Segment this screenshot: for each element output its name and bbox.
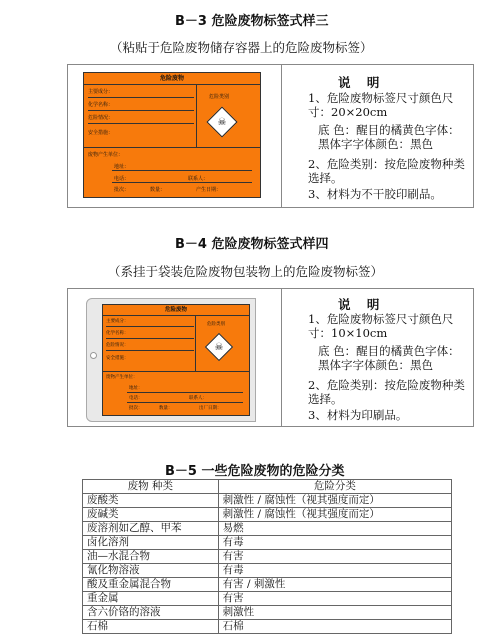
table-header-row xyxy=(83,480,452,494)
hazard-class-cell: 有害 xyxy=(218,550,451,564)
hazard-class-cell: 刺激性 xyxy=(218,606,451,620)
label-3-field: 废物产生单位： xyxy=(88,152,124,158)
label-4-lower-field: 地址： xyxy=(129,386,143,391)
table-row xyxy=(83,620,452,634)
label-4-header: 危险废物 xyxy=(103,305,249,316)
waste-type-cell: 含六价铬的溶液 xyxy=(83,606,219,620)
hazard-class-cell: 有害 / 刺激性 xyxy=(218,578,451,592)
hazard-class-cell: 有害 xyxy=(218,592,451,606)
notes-3-title: 说 明 xyxy=(338,75,386,90)
section-b4-title: B－4 危险废物标签式样四 xyxy=(175,237,329,252)
table-row xyxy=(83,508,452,522)
section-b3-title: B－3 危险废物标签式样三 xyxy=(175,14,329,29)
label-sample-3-panel xyxy=(67,64,474,208)
hazard-class-cell: 刺激性 / 腐蚀性（视其强度而定） xyxy=(218,508,451,522)
label-4-lower-field: 批次： xyxy=(129,406,143,411)
waste-type-cell: 氰化物溶液 xyxy=(83,564,219,578)
waste-type-cell: 废酸类 xyxy=(83,494,219,508)
label-3-field: 主要成分： xyxy=(88,89,114,95)
hazard-class-cell: 易燃 xyxy=(218,522,451,536)
label-3-lower-field: 批次： xyxy=(114,187,130,193)
tag-hole xyxy=(90,352,97,359)
label-4-field: 化学名称： xyxy=(106,331,129,336)
label-4-lower-field: 数量： xyxy=(159,406,173,411)
waste-type-cell: 酸及重金属混合物 xyxy=(83,578,219,592)
toxic-hazard-icon: ☠ xyxy=(205,333,233,361)
table-row xyxy=(83,522,452,536)
label-3-field: 危险情况： xyxy=(88,115,114,121)
label-sample-4-panel xyxy=(67,288,474,427)
label-4-field: 安全措施： xyxy=(106,356,129,361)
label-3-lower-field: 数量： xyxy=(150,187,166,193)
table-row xyxy=(83,606,452,620)
label-4-field: 主要成分： xyxy=(106,319,129,324)
label-4-lower-field: 出厂日期： xyxy=(199,406,222,411)
label-4-field: 废物产生单位： xyxy=(106,375,138,380)
header-waste-type: 废物 种类 xyxy=(83,480,219,494)
notes-3-item: 1、危险废物标签尺寸颜色尺 寸：20×20cm xyxy=(308,91,454,119)
table-row xyxy=(83,550,452,564)
table-row xyxy=(83,536,452,550)
hazard-label-4 xyxy=(102,304,250,416)
table-row xyxy=(83,578,452,592)
notes-4-item: 底 色：醒目的橘黄色字体：黑体字字体颜色：黑色 xyxy=(318,344,460,372)
header-hazard-class: 危险分类 xyxy=(218,480,451,494)
label-3-lower-field: 产生日期： xyxy=(196,187,222,193)
section-b3-subtitle: （粘贴于危险废物储存容器上的危险废物标签） xyxy=(110,40,373,55)
label-3-lower-field: 电话： xyxy=(114,176,130,182)
table-row xyxy=(83,494,452,508)
notes-4-item: 3、材料为印刷品。 xyxy=(308,408,408,422)
notes-3-item: 3、材料为不干胶印刷品。 xyxy=(308,187,442,201)
hazard-classification-table xyxy=(82,479,452,634)
label-3-lower-field: 地址： xyxy=(114,164,130,170)
section-b4-subtitle: （系挂于袋装危险废物包装物上的危险废物标签） xyxy=(108,264,384,279)
notes-4-item: 2、危险类别：按危险废物种类选择。 xyxy=(308,378,465,406)
hazard-class-cell: 石棉 xyxy=(218,620,451,634)
label-3-header: 危险废物 xyxy=(84,73,260,85)
waste-type-cell: 油—水混合物 xyxy=(83,550,219,564)
table-row xyxy=(83,592,452,606)
hazard-class-cell: 刺激性 / 腐蚀性（视其强度而定） xyxy=(218,494,451,508)
toxic-hazard-icon: ☠ xyxy=(206,106,237,137)
hazard-label-3 xyxy=(83,72,261,198)
label-4-lower-field: 联系人： xyxy=(189,396,207,401)
label-3-lower-field: 联系人： xyxy=(188,176,209,182)
label-3-field: 化学名称： xyxy=(88,102,114,108)
label-4-lower-field: 电话： xyxy=(129,396,143,401)
notes-3-item: 2、危险类别：按危险废物种类选择。 xyxy=(308,157,465,185)
label-3-hazard-class: 危险类别 xyxy=(209,94,230,100)
table-row xyxy=(83,564,452,578)
notes-4-title: 说 明 xyxy=(338,297,386,312)
waste-type-cell: 废碱类 xyxy=(83,508,219,522)
section-b5-title: B－5 一些危险废物的危险分类 xyxy=(165,464,345,479)
waste-type-cell: 重金属 xyxy=(83,592,219,606)
label-3-field: 安全措施： xyxy=(88,130,114,136)
label-4-hazard-class: 危险类别 xyxy=(207,322,225,327)
notes-4-item: 1、危险废物标签尺寸颜色尺 寸：10×10cm xyxy=(308,312,454,340)
hazard-class-cell: 有毒 xyxy=(218,564,451,578)
waste-type-cell: 废溶剂如乙醇、甲苯 xyxy=(83,522,219,536)
label-4-field: 危险情况： xyxy=(106,343,129,348)
waste-type-cell: 卤化溶剂 xyxy=(83,536,219,550)
waste-type-cell: 石棉 xyxy=(83,620,219,634)
hazard-class-cell: 有毒 xyxy=(218,536,451,550)
notes-3-item: 底 色：醒目的橘黄色字体：黑体字字体颜色：黑色 xyxy=(318,123,460,151)
